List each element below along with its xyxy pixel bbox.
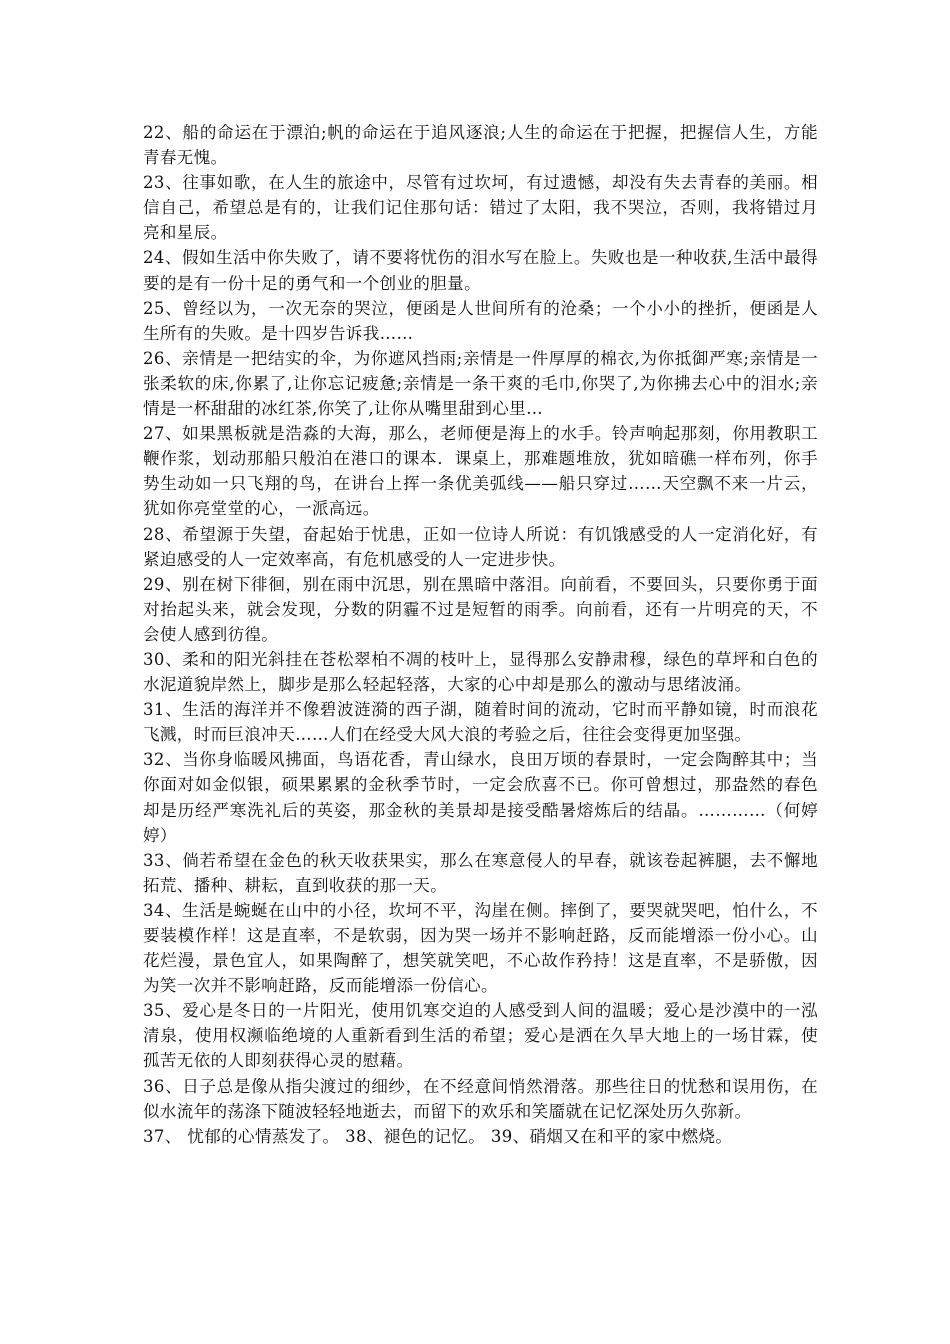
paragraph-25: 25、曾经以为，一次无奈的哭泣，便函是人世间所有的沧桑；一个小小的挫折，便函是人生所有的失败。是十四岁告诉我…… bbox=[143, 298, 818, 343]
paragraph-24: 24、假如生活中你失败了，请不要将忧伤的泪水写在脸上。失败也是一种收获,生活中最得要的是有一份十足的勇气和一个创业的胆量。 bbox=[143, 248, 818, 293]
paragraph-35: 35、爱心是冬日的一片阳光，使用饥寒交迫的人感受到人间的温暖；爱心是沙漠中的一泓清泉，使用权濒临绝境的人重新看到生活的希望；爱心是洒在久旱大地上的一场甘霖，使孤苦无依的人即刻获得心灵的慰藉。 bbox=[143, 1001, 818, 1071]
paragraph-32: 32、当你身临暖风拂面，鸟语花香，青山绿水，良田万顷的春景时，一定会陶醉其中；当你面对如金似银，硕果累累的金秋季节时，一定会欣喜不已。你可曾想过，那盎然的春色却是历经严寒洗礼后的英姿，那金秋的美景却是接受酷暑熔炼后的结晶。…………（何婷婷） bbox=[143, 750, 818, 845]
paragraph-30: 30、柔和的阳光斜挂在苍松翠柏不凋的枝叶上，显得那么安静肃穆，绿色的草坪和白色的水泥道貌岸然上，脚步是那么轻起轻落，大家的心中却是那么的激动与思绪波涌。 bbox=[143, 649, 818, 695]
paragraph-37-39: 37、 忧郁的心情蒸发了。 38、褪色的记忆。 39、硝烟又在和平的家中燃烧。 bbox=[143, 1126, 733, 1146]
paragraph-22: 22、船的命运在于漂泊;帆的命运在于追风逐浪;人生的命运在于把握，把握信人生，方能青春无愧。 bbox=[143, 123, 818, 168]
paragraph-34: 34、生活是蜿蜒在山中的小径，坎坷不平，沟崖在侧。摔倒了，要哭就哭吧，怕什么，不要装模作样！这是直率，不是软弱，因为哭一场并不影响赶路，反而能增添一份小心。山花烂漫，景色宜人，如果陶醉了，想笑就笑吧，不心故作矜持！这是直率，不是骄傲，因为笑一次并不影响赶路，反而能增添一份信心。 bbox=[143, 900, 818, 996]
paragraph-33: 33、倘若希望在金色的秋天收获果实，那么在寒意侵人的早春，就该卷起裤腿，去不懈地拓荒、播种、耕耘，直到收获的那一天。 bbox=[143, 850, 818, 895]
paragraph-31: 31、生活的海洋并不像碧波涟漪的西子湖，随着时间的流动，它时而平静如镜，时而浪花飞溅，时而巨浪冲天……人们在经受大风大浪的考验之后，往往会变得更加坚强。 bbox=[143, 700, 818, 745]
paragraph-36: 36、日子总是像从指尖渡过的细纱，在不经意间悄然滑落。那些往日的忧愁和误用伤，在似水流年的荡涤下随波轻轻地逝去，而留下的欢乐和笑靥就在记忆深处历久弥新。 bbox=[143, 1076, 818, 1121]
paragraph-29: 29、别在树下徘徊，别在雨中沉思，别在黑暗中落泪。向前看，不要回头，只要你勇于面对抬起头来，就会发现，分数的阴霾不过是短暂的雨季。向前看，还有一片明亮的天，不会使人感到彷徨。 bbox=[143, 574, 818, 644]
paragraph-27: 27、如果黑板就是浩淼的大海，那么，老师便是海上的水手。铃声响起那刻，你用教职工鞭作浆，划动那船只般泊在港口的课本．课桌上，那难题堆放，犹如暗礁一样布列，你手势生动如一只飞翔的鸟，在讲台上挥一条优美弧线——船只穿过……天空飘不来一片云，犹如你亮堂堂的心，一派高远。 bbox=[143, 424, 818, 519]
paragraph-26: 26、亲情是一把结实的伞，为你遮风挡雨;亲情是一件厚厚的棉衣,为你抵御严寒;亲情是一张柔软的床,你累了,让你忘记疲惫;亲情是一条干爽的毛巾,你哭了,为你拂去心中的泪水;亲情是一杯甜甜的冰红茶,你笑了,让你从嘴里甜到心里… bbox=[143, 348, 818, 419]
document-body bbox=[143, 120, 818, 1149]
paragraph-23: 23、往事如歌，在人生的旅途中，尽管有过坎坷，有过遗憾，却没有失去青春的美丽。相信自己，希望总是有的，让我们记住那句话：错过了太阳，我不哭泣，否则，我将错过月亮和星辰。 bbox=[143, 173, 818, 243]
paragraph-28: 28、希望源于失望，奋起始于忧患，正如一位诗人所说：有饥饿感受的人一定消化好，有紧迫感受的人一定效率高，有危机感受的人一定进步快。 bbox=[143, 524, 818, 569]
